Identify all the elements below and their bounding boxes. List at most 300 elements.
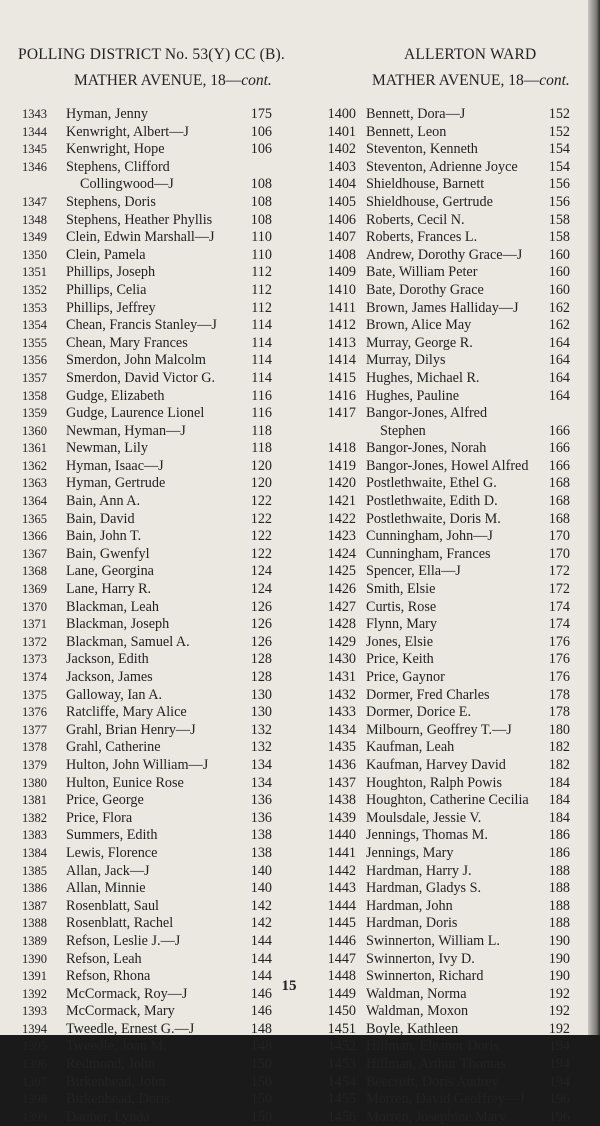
elector-name: [66, 863, 150, 881]
elector-number: 1440: [327, 827, 356, 844]
elector-number: 1421: [327, 493, 356, 510]
elector-row: [0, 1003, 300, 1021]
house-number: 196: [548, 1108, 570, 1125]
elector-name-line: Hillman, Arthur Thomas: [366, 1056, 506, 1073]
elector-name-line: Boyle, Kathleen: [366, 1020, 459, 1037]
elector-row: [300, 775, 588, 793]
elector-name: [66, 651, 149, 669]
elector-number: 1390: [22, 951, 47, 966]
elector-number: 1399: [22, 1109, 47, 1124]
house-number: 192: [548, 1003, 570, 1020]
elector-name-line: Bennett, Leon: [366, 123, 447, 140]
elector-name: [366, 159, 518, 177]
elector-name-line: Hulton, Eunice Rose: [66, 774, 184, 791]
elector-name: [366, 1056, 506, 1074]
elector-name: [66, 968, 150, 986]
elector-row: [0, 370, 300, 388]
elector-row: [300, 141, 588, 159]
elector-number: 1433: [327, 704, 356, 721]
elector-name: [66, 616, 169, 634]
house-number: 144: [250, 968, 272, 985]
elector-row: [0, 616, 300, 634]
elector-row: [0, 282, 300, 300]
house-number: 166: [548, 440, 570, 457]
elector-name: [66, 915, 173, 933]
house-number: 106: [250, 141, 272, 158]
elector-number: 1346: [22, 159, 47, 174]
elector-name: [66, 880, 146, 898]
elector-row: [300, 1021, 588, 1039]
elector-row: [0, 1038, 300, 1056]
elector-name: [366, 951, 475, 969]
elector-name: [366, 440, 486, 458]
elector-number: 1436: [327, 756, 356, 773]
elector-name-line: Bain, John T.: [66, 528, 142, 545]
elector-name: [66, 317, 217, 335]
elector-number: 1351: [22, 265, 47, 280]
elector-number: 1405: [327, 193, 356, 210]
elector-number: 1375: [22, 687, 47, 702]
house-number: 116: [251, 387, 272, 404]
elector-name-line: Chean, Mary Frances: [66, 334, 188, 351]
elector-number: 1382: [22, 810, 47, 825]
elector-name: [66, 300, 156, 318]
elector-row: [300, 176, 588, 194]
elector-name: [66, 810, 132, 828]
elector-name: [366, 370, 479, 388]
elector-row: [0, 423, 300, 441]
elector-row: [300, 335, 588, 353]
elector-number: 1414: [327, 352, 356, 369]
elector-row: [0, 124, 300, 142]
elector-name-line: Waldman, Norma: [366, 985, 467, 1002]
elector-name-line: Hardman, Harry J.: [366, 862, 472, 879]
elector-name: [366, 986, 467, 1004]
house-number: 112: [251, 299, 272, 316]
elector-name: [66, 1091, 170, 1109]
right-street-heading: [372, 72, 570, 92]
elector-number: 1363: [22, 476, 47, 491]
elector-name-line: Hardman, Doris: [366, 915, 458, 932]
elector-number: 1370: [22, 599, 47, 614]
elector-number: 1402: [327, 141, 356, 158]
page-number: 15: [281, 978, 297, 994]
house-number: 108: [250, 193, 272, 210]
elector-row: [300, 405, 588, 440]
elector-name-line: Hardman, John: [366, 897, 453, 914]
elector-row: [0, 405, 300, 423]
elector-name: [66, 405, 204, 423]
elector-name: [66, 1109, 150, 1126]
elector-number: 1429: [327, 633, 356, 650]
house-number: 190: [548, 932, 570, 949]
elector-row: [300, 1091, 588, 1109]
house-number: 138: [250, 827, 272, 844]
elector-name-continuation: Stephen: [380, 422, 426, 439]
elector-row: [300, 563, 588, 581]
elector-name: [366, 757, 506, 775]
elector-name: [366, 528, 493, 546]
elector-name-line: Rosenblatt, Rachel: [66, 915, 174, 932]
elector-name-line: Gudge, Laurence Lionel: [66, 405, 205, 422]
elector-name: [66, 141, 165, 159]
elector-number: 1394: [22, 1021, 47, 1036]
house-number: 172: [548, 563, 570, 580]
house-number: 168: [548, 493, 570, 510]
elector-number: 1423: [327, 528, 356, 545]
elector-name-line: Tweedle, Ernest G.—J: [66, 1020, 195, 1037]
elector-number: 1353: [22, 300, 47, 315]
elector-number: 1455: [327, 1091, 356, 1108]
house-number: 140: [250, 880, 272, 897]
elector-number: 1444: [327, 897, 356, 914]
house-number: 174: [548, 598, 570, 615]
elector-name-line: Phillips, Jeffrey: [66, 299, 156, 316]
elector-name: [366, 282, 484, 300]
elector-name-line: Hardman, Gladys S.: [366, 880, 482, 897]
elector-row: [300, 546, 588, 564]
polling-district-title: POLLING DISTRICT No. 53(Y) CC (B).: [18, 46, 285, 63]
elector-name-line: Shieldhouse, Gertrude: [366, 193, 493, 210]
elector-name: [366, 722, 512, 740]
house-number: 170: [548, 528, 570, 545]
elector-number: 1417: [327, 405, 356, 422]
elector-row: [300, 1109, 588, 1126]
elector-name: [66, 845, 157, 863]
house-number: 132: [250, 721, 272, 738]
elector-number: 1388: [22, 916, 47, 931]
house-number: 152: [548, 123, 570, 140]
elector-number: 1387: [22, 898, 47, 913]
elector-name: [366, 880, 481, 898]
elector-number: 1386: [22, 881, 47, 896]
elector-number: 1384: [22, 845, 47, 860]
elector-number: 1456: [327, 1108, 356, 1125]
house-number: 158: [548, 229, 570, 246]
house-number: 154: [548, 141, 570, 158]
elector-name-line: Bate, William Peter: [366, 264, 478, 281]
elector-number: 1400: [327, 106, 356, 122]
house-number: 158: [548, 211, 570, 228]
elector-name-line: Ratcliffe, Mary Alice: [66, 704, 187, 721]
elector-number: 1427: [327, 598, 356, 615]
elector-number: 1432: [327, 686, 356, 703]
house-number: 180: [548, 721, 570, 738]
house-number: 118: [251, 422, 272, 439]
elector-row: [0, 300, 300, 318]
house-number: 182: [548, 756, 570, 773]
elector-number: 1350: [22, 247, 47, 262]
elector-number: 1372: [22, 634, 47, 649]
elector-row: [300, 159, 588, 177]
elector-name: [366, 247, 522, 265]
house-number: 170: [548, 545, 570, 562]
house-number: 136: [250, 809, 272, 826]
elector-name: [366, 194, 493, 212]
elector-number: 1441: [327, 844, 356, 861]
elector-row: [0, 863, 300, 881]
elector-row: [0, 247, 300, 265]
elector-name-line: Hyman, Gertrude: [66, 475, 166, 492]
elector-number: 1349: [22, 230, 47, 245]
elector-row: [0, 194, 300, 212]
elector-name: [66, 475, 165, 493]
elector-name-line: Phillips, Joseph: [66, 264, 156, 281]
elector-number: 1401: [327, 123, 356, 140]
elector-name-line: Cunningham, Frances: [366, 545, 491, 562]
page-header: [0, 46, 588, 68]
elector-row: [300, 1056, 588, 1074]
elector-name: [366, 687, 490, 705]
elector-name-line: Summers, Edith: [66, 827, 158, 844]
elector-name-line: Swinnerton, William L.: [366, 932, 500, 949]
elector-name: [366, 546, 491, 564]
elector-row: [0, 968, 300, 986]
elector-name-line: Houghton, Ralph Powis: [366, 774, 502, 791]
elector-name: [66, 440, 148, 458]
elector-number: 1389: [22, 933, 47, 948]
house-number: 166: [548, 422, 570, 439]
house-number: 146: [250, 1003, 272, 1020]
house-number: 108: [250, 211, 272, 228]
elector-number: 1425: [327, 563, 356, 580]
elector-name-line: Refson, Leslie J.—J: [66, 932, 181, 949]
elector-name-line: Cunningham, John—J: [366, 528, 493, 545]
house-number: 148: [250, 1038, 272, 1055]
elector-number: 1345: [22, 142, 47, 157]
house-number: 194: [548, 1038, 570, 1055]
elector-name: [366, 1003, 468, 1021]
elector-number: 1359: [22, 406, 47, 421]
elector-number: 1411: [328, 299, 356, 316]
elector-number: 1409: [327, 264, 356, 281]
elector-name-line: Grahl, Catherine: [66, 739, 161, 756]
house-number: 144: [250, 932, 272, 949]
elector-name-line: Steventon, Adrienne Joyce: [366, 158, 518, 175]
elector-row: [300, 722, 588, 740]
elector-name: [366, 1091, 525, 1109]
elector-row: [0, 335, 300, 353]
elector-name-line: Stephens, Clifford: [66, 158, 170, 175]
elector-number: 1439: [327, 809, 356, 826]
elector-number: 1354: [22, 318, 47, 333]
elector-row: [0, 528, 300, 546]
elector-number: 1393: [22, 1004, 47, 1019]
elector-row: [300, 212, 588, 230]
elector-number: 1398: [22, 1092, 47, 1107]
elector-name-line: Price, George: [66, 792, 144, 809]
house-number: 112: [251, 264, 272, 281]
elector-number: 1422: [327, 510, 356, 527]
elector-name: [66, 493, 140, 511]
elector-name-line: Murray, George R.: [366, 334, 473, 351]
elector-name-line: Roberts, Frances L.: [366, 229, 478, 246]
elector-name: [366, 845, 453, 863]
elector-name: [366, 792, 529, 810]
elector-name-line: Stephens, Doris: [66, 193, 156, 210]
elector-number: 1418: [327, 440, 356, 457]
elector-number: 1355: [22, 335, 47, 350]
elector-name: [66, 106, 148, 124]
house-number: 134: [250, 756, 272, 773]
elector-row: [300, 915, 588, 933]
elector-name: [366, 563, 461, 581]
elector-name-line: Murray, Dilys: [366, 352, 446, 369]
elector-name: [66, 1003, 175, 1021]
elector-name-line: Hulton, John William—J: [66, 756, 209, 773]
elector-name: [66, 423, 186, 441]
elector-row: [300, 528, 588, 546]
elector-number: 1383: [22, 828, 47, 843]
house-number: 188: [548, 862, 570, 879]
elector-number: 1438: [327, 792, 356, 809]
elector-row: [0, 792, 300, 810]
elector-row: [0, 704, 300, 722]
house-number: 178: [548, 704, 570, 721]
elector-name: [66, 511, 135, 529]
elector-name-line: Kaufman, Leah: [366, 739, 455, 756]
house-number: 114: [251, 317, 272, 334]
elector-number: 1368: [22, 564, 47, 579]
elector-name-line: McCormack, Roy—J: [66, 985, 188, 1002]
elector-row: [0, 722, 300, 740]
elector-row: [300, 493, 588, 511]
elector-row: [0, 1056, 300, 1074]
elector-row: [0, 352, 300, 370]
elector-name: [366, 458, 528, 476]
elector-name: [366, 933, 500, 951]
elector-number: 1362: [22, 458, 47, 473]
elector-row: [0, 106, 300, 124]
elector-name-line: Bain, Ann A.: [66, 493, 141, 510]
elector-row: [0, 810, 300, 828]
house-number: 194: [548, 1056, 570, 1073]
elector-row: [300, 106, 588, 124]
elector-row: [0, 1091, 300, 1109]
elector-number: 1424: [327, 545, 356, 562]
elector-row: [300, 669, 588, 687]
elector-row: [0, 388, 300, 406]
elector-row: [0, 775, 300, 793]
elector-number: 1416: [327, 387, 356, 404]
elector-number: 1360: [22, 423, 47, 438]
elector-name-line: McCormack, Mary: [66, 1003, 175, 1020]
elector-name-line: Morren, David Geoffrey—J: [366, 1091, 525, 1108]
house-number: 112: [251, 281, 272, 298]
elector-name: [66, 1038, 167, 1056]
elector-name: [366, 264, 477, 282]
elector-number: 1358: [22, 388, 47, 403]
elector-name: [66, 282, 146, 300]
elector-name: [366, 475, 497, 493]
house-number: 150: [250, 1056, 272, 1073]
elector-name: [66, 1056, 155, 1074]
elector-row: [300, 757, 588, 775]
elector-name-line: Kenwright, Hope: [66, 141, 165, 158]
house-number: 176: [548, 633, 570, 650]
elector-number: 1380: [22, 775, 47, 790]
elector-row: [300, 124, 588, 142]
house-number: 114: [251, 369, 272, 386]
house-number: 194: [548, 1073, 570, 1090]
elector-row: [300, 986, 588, 1004]
elector-name: [366, 669, 445, 687]
elector-name-line: Smerdon, David Victor G.: [66, 369, 216, 386]
house-number: 142: [250, 915, 272, 932]
elector-row: [300, 704, 588, 722]
elector-name: [366, 1109, 506, 1126]
elector-row: [0, 475, 300, 493]
elector-name-line: Kaufman, Harvey David: [366, 756, 506, 773]
elector-row: [0, 546, 300, 564]
elector-name: [366, 352, 445, 370]
elector-name: [66, 563, 154, 581]
elector-name-line: Redmond, John: [66, 1056, 156, 1073]
elector-number: 1361: [22, 441, 47, 456]
house-number: 138: [250, 844, 272, 861]
house-number: 154: [548, 158, 570, 175]
elector-row: [300, 458, 588, 476]
elector-name-line: Shieldhouse, Barnett: [366, 176, 485, 193]
elector-row: [0, 880, 300, 898]
elector-name: [366, 616, 437, 634]
house-number: 192: [548, 985, 570, 1002]
elector-row: [300, 282, 588, 300]
house-number: 150: [250, 1091, 272, 1108]
elector-number: 1364: [22, 494, 47, 509]
left-street-name: MATHER AVENUE, 18—: [74, 72, 242, 89]
elector-name-line: Blackman, Joseph: [66, 616, 170, 633]
elector-number: 1431: [327, 669, 356, 685]
elector-row: [300, 370, 588, 388]
elector-name-continuation: Collingwood—J: [80, 176, 174, 193]
house-number: 106: [250, 123, 272, 140]
house-number: 178: [548, 686, 570, 703]
house-number: 150: [250, 1073, 272, 1090]
elector-row: [300, 317, 588, 335]
right-street-name: MATHER AVENUE, 18—: [372, 72, 540, 89]
elector-row: [0, 827, 300, 845]
elector-number: 1347: [22, 194, 47, 209]
elector-name-line: Stephens, Heather Phyllis: [66, 211, 213, 228]
elector-number: 1397: [22, 1074, 47, 1089]
elector-number: 1366: [22, 529, 47, 544]
elector-row: [0, 581, 300, 599]
house-number: 142: [250, 897, 272, 914]
elector-name-line: Chean, Francis Stanley—J: [66, 317, 217, 334]
elector-row: [300, 1003, 588, 1021]
elector-number: 1373: [22, 652, 47, 667]
elector-number: 1445: [327, 915, 356, 932]
elector-number: 1352: [22, 282, 47, 297]
elector-number: 1430: [327, 651, 356, 668]
house-number: 160: [548, 264, 570, 281]
house-number: 136: [250, 792, 272, 809]
elector-name: [366, 141, 478, 159]
elector-number: 1365: [22, 511, 47, 526]
elector-name-line: Curtis, Rose: [366, 598, 437, 615]
house-number: 182: [548, 739, 570, 756]
elector-name-line: Jones, Elsie: [366, 633, 433, 650]
house-number: 146: [250, 985, 272, 1002]
elector-name-line: Brown, James Halliday—J: [366, 299, 519, 316]
house-number: 120: [250, 457, 272, 474]
elector-name-line: Bain, Gwenfyl: [66, 545, 150, 562]
elector-name: [66, 1074, 165, 1092]
elector-number: 1371: [22, 617, 47, 632]
elector-name: [66, 687, 162, 705]
house-number: 110: [251, 246, 272, 263]
